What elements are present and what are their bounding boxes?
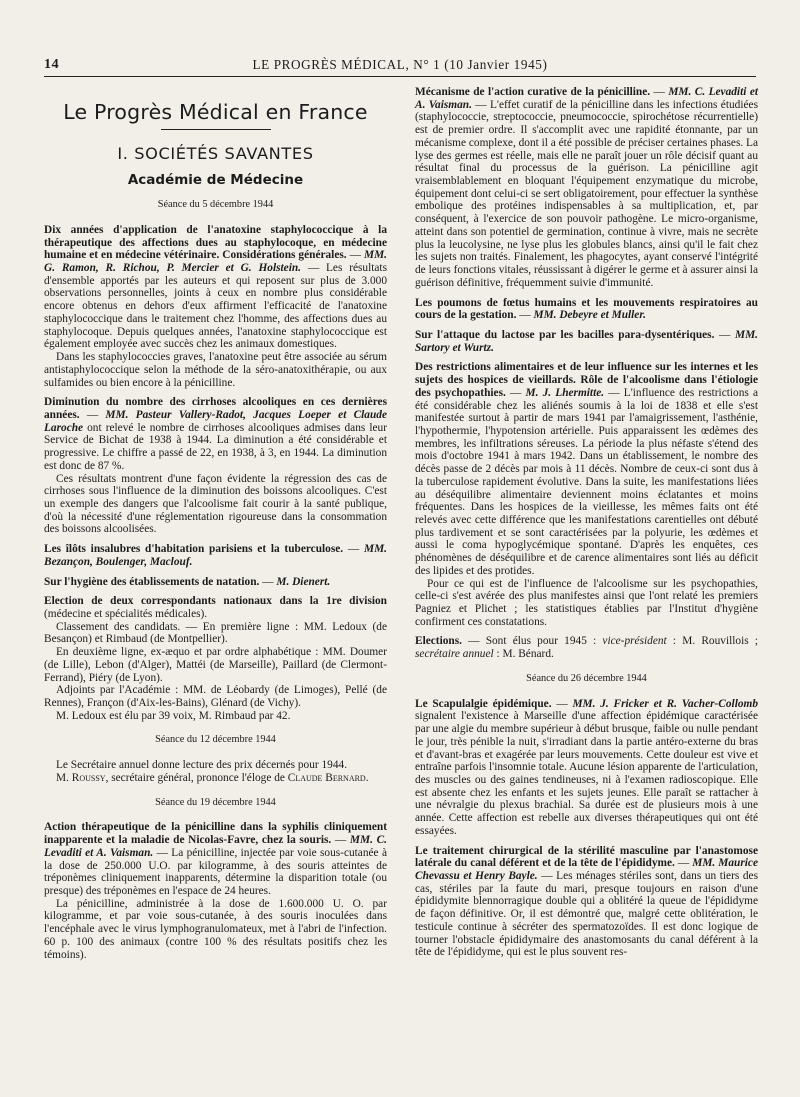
- main-title: Le Progrès Médical en France: [63, 100, 368, 124]
- section-title: I. SOCIÉTÉS SAVANTES: [117, 143, 314, 163]
- page-number: 14: [44, 57, 60, 72]
- article-text: ont relevé le nombre de cirrhoses alcooliques admises dans leur Service de Bichat de 1938 à 1944. La diminution a été considérable et progressive. Le chiffre a passé de 22, en 1938, à 3, en 1944. La diminution est donc de 87 %.: [44, 421, 387, 472]
- article-text: — L'influence des restrictions a été considérable chez les aliénés soumis à la loi de 1838 et elle s'est manifestée surtout à partir de mars 1941 par l'amaigrissement, l'asthénie, l'hypothermie, l'hypotension artérielle. Puis apparaissent les œdèmes des membres, les infiltrations séreuses. La période la plus néfaste s'étend des mois d'octobre 1941 à mars 1942. Dans un établissement, le nombre des décès passe de 2 décès par mois à 11 décès. Nombre de ceux-ci sont dus à la tuberculose rapidement évolutive. Dans la suite, les manifestations liées au déséquilibre alimentaire deviennent moins éclatantes et moins fréquentes. Dans les hospices de la vieillesse, les mêmes faits ont été relevés avec cette différence que les manifestations carentielles ont débuté plus tardivement et se sont caractérisées par la polyurie, les œdèmes et aussi le coma hypoglycémique spontané. D'après les enquêtes, ces phénomènes de déséquilibre et de carence alimentaires sont liés au déficit des lipides et des protides.: [415, 386, 758, 577]
- article-heading: Sur l'attaque du lactose par les bacilles para-dysentériques.: [415, 328, 715, 341]
- title-rule: [161, 129, 271, 130]
- article-election: [44, 595, 387, 722]
- article-authors: MM. C. Levaditi et A. Vaisman.: [415, 86, 759, 111]
- article-authors: M. Dienert.: [276, 575, 331, 588]
- page-header: [44, 56, 756, 77]
- article-penicilline-syphilis: Action thérapeutique de la pénicilline dans la syphilis cliniquement inapparente et la maladie de Nicolas-Favre, chez la souris. — MM. C. Levaditi et A. Vaisman. — La pénicilline, injectée par voie sous-cutanée à la dose de 250.000 U.O. par kilogramme, à des souris atteintes de tréponèmes cliniquement inapparents, détermine la disparition totale (ou presque) des tréponèmes en l'espace de 24 heures. La pénicilline, administrée à la dose de 1.600.000 U. O. par kilogramme, et par voie sous-cutanée, à des souris inoculées dans l'encéphale avec le virus lymphogranulomateux, met à l'abri de l'infection. 60 p. 100 des animaux (contre 100 % des résultats positifs chez les témoins).: [44, 821, 387, 961]
- article-paragraph: Le Secrétaire annuel donne lecture des prix décernés pour 1944.: [56, 759, 348, 772]
- article-elections: Elections. — Sont élus pour 1945 : vice-président : M. Rouvillois ; secrétaire annuel : M. Bénard.: [415, 635, 758, 661]
- seance-date: Séance du 26 décembre 1944: [526, 672, 647, 684]
- right-column: [415, 86, 758, 966]
- article-authors: MM. C. Levaditi et A. Vaisman.: [44, 834, 387, 859]
- article-authors: MM. J. Fricker et R. Vacher-Collomb: [572, 697, 759, 710]
- article-authors: MM. Debeyre et Muller.: [533, 309, 646, 322]
- role-label: vice-président: [602, 635, 667, 648]
- article-authors: MM. Pasteur Vallery-Radot, Jacques Loeper et Claude Laroche: [44, 408, 387, 434]
- article-text: — La pénicilline, injectée par voie sous-cutanée à la dose de 250.000 U.O. par kilogramme, à des souris atteintes de tréponèmes cliniquement inapparents, détermine la disparition totale (ou presque) des tréponèmes en l'espace de 24 heures.: [44, 846, 387, 897]
- article-heading: Les poumons de fœtus humains et les mouvements respiratoires au cours de la gestation.: [415, 296, 758, 322]
- article-ilots: Les îlôts insalubres d'habitation parisiens et la tuberculose. — MM. Bezançon, Boulenger, Maclouf.: [44, 543, 388, 568]
- article-paragraph: En deuxième ligne, ex-æquo et par ordre alphabétique : MM. Doumer (de Lille), Lebon (d'Alger), Mattéi (de Marseille), Paillard (de Clermont-Ferrand), Piéry (de Lyon).: [44, 646, 387, 684]
- article-paragraph: Pour ce qui est de l'influence de l'alcoolisme sur les psychopathies, celle-ci s'est avérée des plus manifestes ainsi que l'ont relaté les premiers Pagniez et Plichet ; les statistiques établies par l'Institut d'hygiène confirment ces constatations.: [415, 577, 758, 628]
- article-text: — L'effet curatif de la pénicilline dans les infections étudiées (staphylococcie, streptococcie, pneumococcie, spirochétose récurrentielle) est de premier ordre. Il s'accomplit avec une rapidité étonnante, par un mécanisme complexe, dont il a été possible de préciser certaines phases. La lyse des germes est réelle, mais elle ne paraît jouer un rôle décisif quant au résultat final du processus de la guérison. La pénicilline agit vraisemblablement en bloquant l'équipement enzymatique du microbe, équipement dont celui-ci se sert obligatoirement, pour effectuer la synthèse embolique des protéines indispensables à sa multiplication, et, par conséquent, à l'exercice de son pouvoir pathogène. Le micro-organisme, atteint dans son potentiel de germination, continue à vivre, mais ne secrète plus la leucolysine, ne lyse plus les globules blancs, ainsi qu'il le fait chez les sujets non traités. Finalement, les phagocytes, ayant conservé l'intégrité de leurs fonctions vitales, réussissant à digérer le germe et à assurer ainsi la guérison définitive, fréquemment suivie d'immunité.: [415, 98, 759, 289]
- seance-date: Séance du 19 décembre 1944: [155, 796, 276, 808]
- academy-heading: Académie de Médecine: [127, 172, 304, 189]
- article-paragraph: Dans les staphylococcies graves, l'anatoxine peut être associée au sérum antistaphylococcique selon la méthode de la séro-anatoxithérapie, ou aux sulfamides ou bien encore à la pénicilline.: [44, 351, 387, 389]
- article-heading: Mécanisme de l'action curative de la pénicilline.: [415, 86, 651, 98]
- article-sterilite: Le traitement chirurgical de la stérilité masculine par l'anastomose latérale du canal déférent et de la tête de l'épididyme. — MM. Maurice Chevassu et Henry Bayle. — Les ménages stériles sont, dans un tiers des cas, stériles par la faute du mari, presque toujours en raison d'une épididymite blennorragique double qui a oblitéré la queue de l'épididyme de façon définitive. Or, il est démontré que, malgré cette oblitération, le testicule continue à sécréter des spermatozoïdes. Il est donc logique de tourner l'obstacle épididymaire des anastomosants du canal déférent à la tête de l'épididyme, qui est le plus souvent res-: [415, 844, 758, 959]
- article-text: — Les résultats d'ensemble apportés par les auteurs et qui reposent sur plus de 3.000 observations personnelles, joints à ceux en nombre plus considérable encore obtenus en dehors d'eux affirment l'efficacité de l'anatoxine staphylococcique dans le traitement chez l'homme, des affections dues au staphylocoque. Depuis quelques années, l'anatoxine staphylococcique est également employée avec succès chez les animaux domestiques.: [44, 262, 387, 351]
- seance-date: Séance du 5 décembre 1944: [157, 199, 274, 211]
- article-paragraph: Classement des candidats. — En première ligne : MM. Ledoux (de Besançon) et Rimbaud (de Montpellier).: [44, 620, 387, 646]
- article-heading: Elections.: [415, 635, 462, 648]
- article-text: — Les ménages stériles sont, dans un tiers des cas, stériles par la faute du mari, presque toujours en raison d'une épididymite blennorragique double qui a oblitéré la queue de l'épididyme de façon définitive. Or, il est démontré que, malgré cette oblitération, le testicule continue à sécréter des spermatozoïdes. Il est donc logique de tourner l'obstacle épididymaire des anastomosants du canal déférent à la tête de l'épididyme, qui est le plus souvent res-: [415, 869, 758, 959]
- article-authors: MM. Maurice Chevassu et Henry Bayle.: [415, 857, 758, 882]
- article-poumons: Les poumons de fœtus humains et les mouvements respiratoires au cours de la gestation. — MM. Debeyre et Muller.: [415, 296, 758, 322]
- article-anatoxine: Dix années d'application de l'anatoxine staphylococcique à la thérapeutique des affections dues au staphylocoque, en médecine humaine et en médecine vétérinaire. Considérations générales. — MM. G. Ramon, R. Richou, P. Mercier et G. Holstein. — Les résultats d'ensemble apportés par les auteurs et qui reposent sur plus de 3.000 observations personnelles, joints à ceux en nombre plus considérable encore obtenus en dehors d'eux affirment l'efficacité de l'anatoxine staphylococcique dans le traitement chez l'homme, des affections dues au staphylocoque. Depuis quelques années, l'anatoxine staphylococcique est également employée avec succès chez les animaux domestiques. Dans les staphylococcies graves, l'anatoxine peut être associée au sérum antistaphylococcique selon la méthode de la séro-anatoxithérapie, ou aux sulfamides ou bien encore à la pénicilline.: [44, 223, 387, 389]
- article-text: signalent l'existence à Marseille d'une affection épidémique caractérisée par une algie du membre supérieur à début brusque, faible ou nulle pendant le jour, très pénible la nuit, s'irradiant dans la partie antéro-externe du bras et d'avant-bras et exagérée par leurs mouvements. Cette douleur est vive et entraîne parfois l'insomnie totale. Aucune lésion apparente de l'articulation, des muscles ou des gaines tendineuses, ni à l'examen radioscopique. Elle est absente chez les enfants et les sujets jeunes. Elle paraît se rattacher à une névralgie du plexus brachial. Sa durée est de plusieurs mois à une année. Cette affection est rebelle aux diverses thérapeutiques qui ont été essayées.: [415, 710, 758, 837]
- article-mecanisme: Mécanisme de l'action curative de la pénicilline. — MM. C. Levaditi et A. Vaisman. — L'effet curatif de la pénicilline dans les infections étudiées (staphylococcie, streptococcie, pneumococcie, spirochétose récurrentielle) est de premier ordre. Il s'accomplit avec une rapidité étonnante, par un mécanisme complexe, dont il a été possible de préciser certaines phases. La lyse des germes est réelle, mais elle ne paraît jouer un rôle décisif quant au résultat final du processus de la guérison. La pénicilline agit vraisemblablement en bloquant l'équipement enzymatique du microbe, équipement dont celui-ci se sert obligatoirement, pour effectuer la synthèse embolique des protéines indispensables à sa multiplication, et, par conséquent, à l'exercice de son pouvoir pathogène. Le micro-organisme, atteint dans son potentiel de germination, continue à vivre, mais ne secrète plus la leucolysine, ne lyse plus les globules blancs, ainsi qu'il le fait chez les sujets non traités. Finalement, les phagocytes, ayant conservé l'intégrité de leurs fonctions vitales, réussissant à digérer le germe et à assurer ainsi la guérison définitive, fréquemment suivie d'immunité.: [415, 86, 759, 289]
- seance-12-content: Le Secrétaire annuel donne lecture des prix décernés pour 1944. M. Roussy, secrétaire général, prononce l'éloge de Claude Bernard.: [44, 759, 387, 784]
- left-column: [44, 86, 387, 968]
- article-authors: MM. G. Ramon, R. Richou, P. Mercier et G. Holstein.: [44, 249, 387, 275]
- article-heading: Des restrictions alimentaires et de leur influence sur les internes et les sujets des hospices de vieillards. Rôle de l'alcoolisme dans l'étiologie des psychopathies.: [415, 361, 758, 399]
- article-authors: MM. Sartory et Wurtz.: [415, 328, 759, 354]
- article-paragraph: Adjoints par l'Académie : MM. de Léobardy (de Limoges), Pellé (de Rennes), Françon (d'Aix-les-Bains), Glénard (de Vichy).: [44, 684, 387, 710]
- article-heading: Les îlôts insalubres d'habitation parisiens et la tuberculose.: [44, 543, 344, 556]
- person-name: Roussy: [71, 771, 106, 784]
- seance-date: Séance du 12 décembre 1944: [155, 734, 276, 746]
- article-authors: MM. Bezançon, Boulenger, Maclouf.: [44, 543, 388, 568]
- article-scapulalgie: Le Scapulalgie épidémique. — MM. J. Fricker et R. Vacher-Collomb signalent l'existence à Marseille d'une affection épidémique caractérisée par une algie du membre supérieur à début brusque, faible ou nulle pendant le jour, très pénible la nuit, s'irradiant dans la partie antéro-externe du bras et d'avant-bras et exagérée par leurs mouvements. Cette douleur est vive et entraîne parfois l'insomnie totale. Aucune lésion apparente de l'articulation, des muscles ou des gaines tendineuses, ni à l'examen radioscopique. Elle est absente chez les enfants et les sujets jeunes. Elle paraît se rattacher à une névralgie du plexus brachial. Sa durée est de plusieurs mois à une année. Cette affection est rebelle aux diverses thérapeutiques qui ont été essayées.: [415, 697, 759, 837]
- article-heading: Le Scapulalgie épidémique.: [415, 697, 552, 710]
- article-heading: Sur l'hygiène des établissements de natation.: [44, 575, 260, 588]
- article-heading: Action thérapeutique de la pénicilline dans la syphilis cliniquement inapparente et la maladie de Nicolas-Favre, chez la souris.: [44, 821, 387, 847]
- article-heading: Le traitement chirurgical de la stérilité masculine par l'anastomose latérale du canal déférent et de la tête de l'épididyme.: [415, 844, 758, 870]
- article-natation: Sur l'hygiène des établissements de natation. — M. Dienert.: [44, 575, 331, 588]
- article-text: (médecine et spécialités médicales).: [44, 608, 208, 620]
- article-paragraph: Ces résultats montrent d'une façon évidente la régression des cas de cirrhoses sous l'influence de la diminution des boissons alcooliques. C'est un exemple des dangers que l'alcoolisme fait courir à la santé publique, d'où la nécessité d'une réglementation rigoureuse dans la consommation des boissons alcoolisées.: [44, 472, 387, 536]
- article-heading: Dix années d'application de l'anatoxine staphylococcique à la thérapeutique des affections dues au staphylocoque, en médecine humaine et en médecine vétérinaire. Considérations générales.: [44, 223, 387, 262]
- article-restrictions: Des restrictions alimentaires et de leur influence sur les internes et les sujets des hospices de vieillards. Rôle de l'alcoolisme dans l'étiologie des psychopathies. — M. J. Lhermitte. — L'influence des restrictions a été considérable chez les aliénés soumis à la loi de 1838 et elle s'est manifestée surtout à partir de mars 1941 par l'amaigrissement, l'asthénie, l'hypothermie, l'hypotension artérielle. Puis apparaissent les œdèmes des membres, les infiltrations séreuses. La période la plus néfaste s'étend des mois d'octobre 1941 à mars 1942. Dans un établissement, le nombre des décès passe de 2 décès par mois à 11 décès. Nombre de ceux-ci sont dus à la tuberculose rapidement évolutive. Dans la suite, les manifestations liées au déséquilibre alimentaire deviennent moins éclatantes et moins fréquentes. Dans les hospices de la vieillesse, les mêmes faits ont été relevés avec cette différence que les manifestations carentielles ont débuté plus tardivement et se sont caractérisées par la polyurie, les œdèmes et aussi le coma hypoglycémique spontané. D'après les enquêtes, ces phénomènes de déséquilibre et de carence alimentaires sont liés au déficit des lipides et des protides. Pour ce qui est de l'influence de l'alcoolisme sur les psychopathies, celle-ci s'est avérée des plus manifestes ainsi que l'ont relaté les premiers Pagniez et Plichet ; les statistiques établies par l'Institut d'hygiène confirment ces constatations.: [415, 361, 758, 628]
- article-paragraph: La pénicilline, administrée à la dose de 1.600.000 U. O. par kilogramme, et par voie sous-cutanée, à des souris inoculées dans l'encéphale avec le virus lymphogranulomateux, met à l'abri de l'infection. 60 p. 100 des animaux (contre 100 % des résultats positifs chez les témoins).: [44, 897, 387, 961]
- article-lactose: Sur l'attaque du lactose par les bacilles para-dysentériques. — MM. Sartory et Wurtz.: [415, 328, 759, 354]
- person-name: Claude Bernard: [287, 771, 366, 784]
- article-paragraph: M. Ledoux est élu par 39 voix, M. Rimbaud par 42.: [56, 709, 291, 722]
- article-cirrhoses: Diminution du nombre des cirrhoses alcooliques en ces dernières années. — MM. Pasteur Vallery-Radot, Jacques Loeper et Claude Laroche ont relevé le nombre de cirrhoses alcooliques admises dans leur Service de Bichat de 1938 à 1944. La diminution a été considérable et progressive. Le chiffre a passé de 22, en 1938, à 3, en 1944. La diminution est donc de 87 %. Ces résultats montrent d'une façon évidente la régression des cas de cirrhoses sous l'influence de la diminution des boissons alcooliques. C'est un exemple des dangers que l'alcoolisme fait courir à la santé publique, d'où la nécessité d'une réglementation rigoureuse dans la consommation des boissons alcoolisées.: [44, 396, 387, 536]
- article-heading: Diminution du nombre des cirrhoses alcooliques en ces dernières années.: [44, 396, 387, 421]
- article-heading: Election de deux correspondants nationaux dans la 1re division: [44, 595, 387, 608]
- article-authors: M. J. Lhermitte.: [525, 386, 605, 399]
- role-label: secrétaire annuel: [415, 648, 494, 661]
- journal-title: LE PROGRÈS MÉDICAL, N° 1 (10 Janvier 1945): [252, 57, 548, 72]
